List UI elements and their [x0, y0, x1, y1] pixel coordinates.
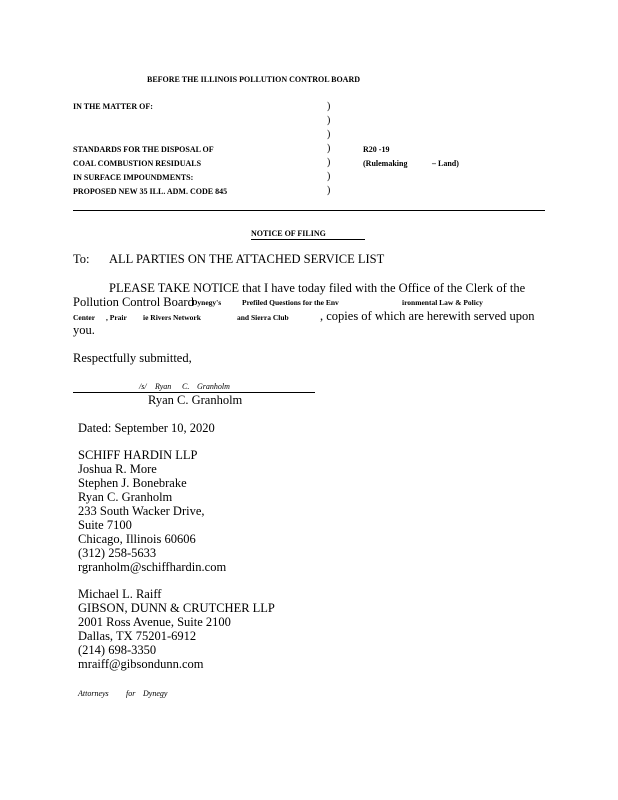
attorneys-client: Dynegy: [143, 689, 168, 698]
notice-line-4: you.: [73, 323, 95, 337]
firm-line: GIBSON, DUNN & CRUTCHER LLP: [78, 601, 275, 615]
notice-fragment: Dynegy's: [192, 298, 222, 307]
board-heading: BEFORE THE ILLINOIS POLLUTION CONTROL BOARD: [147, 75, 361, 84]
caption-line: IN SURFACE IMPOUNDMENTS:: [73, 173, 194, 182]
firm-line: 2001 Ross Avenue, Suite 2100: [78, 615, 231, 629]
firm-email[interactable]: rgranholm@schiffhardin.com: [78, 560, 227, 574]
caption-paren: ): [327, 185, 331, 196]
firm-line: Joshua R. More: [78, 462, 157, 476]
docket-type-end: – Land): [432, 159, 459, 168]
attorneys-for: for: [126, 689, 136, 698]
notice-fragment: and Sierra Club: [237, 313, 289, 322]
firm-line: Ryan C. Granholm: [78, 490, 173, 504]
signature-middle: C.: [182, 382, 190, 391]
caption-paren: ): [327, 129, 331, 140]
caption-paren: ): [327, 171, 331, 182]
in-the-matter-of: IN THE MATTER OF:: [73, 102, 153, 111]
firm-line: Dallas, TX 75201-6912: [78, 629, 197, 643]
signature-s-mark: /s/: [139, 382, 147, 391]
signature-last: Granholm: [197, 382, 230, 391]
caption-paren: ): [327, 143, 331, 154]
firm-line: Suite 7100: [78, 518, 132, 532]
to-value: ALL PARTIES ON THE ATTACHED SERVICE LIST: [109, 252, 385, 266]
notice-line-2-start: Pollution Control Board: [73, 295, 194, 309]
signature-first: Ryan: [155, 382, 172, 391]
notice-fragment: Prefiled Questions for the Env: [242, 298, 339, 307]
firm-line: 233 South Wacker Drive,: [78, 504, 205, 518]
firm-line: Chicago, Illinois 60606: [78, 532, 196, 546]
firm-line: (214) 698-3350: [78, 643, 157, 657]
docket-number: R20 -19: [363, 145, 390, 154]
notice-line-1: PLEASE TAKE NOTICE that I have today filed with the Office of the Clerk of the: [109, 281, 526, 295]
caption-line: PROPOSED NEW 35 ILL. ADM. CODE 845: [73, 187, 228, 196]
notice-title-underline: [251, 239, 365, 240]
to-label: To:: [73, 252, 90, 266]
firm-line: Stephen J. Bonebrake: [78, 476, 187, 490]
respectfully-submitted: Respectfully submitted,: [73, 351, 192, 365]
caption-paren: ): [327, 157, 331, 168]
docket-type: (Rulemaking: [363, 159, 408, 168]
notice-fragment: ie Rivers Network: [143, 313, 201, 322]
attorneys-label: Attorneys: [78, 689, 109, 698]
signature-printed-name: Ryan C. Granholm: [148, 393, 243, 407]
firm-name: SCHIFF HARDIN LLP: [78, 448, 198, 462]
firm-email[interactable]: mraiff@gibsondunn.com: [78, 657, 204, 671]
caption-line: STANDARDS FOR THE DISPOSAL OF: [73, 145, 214, 154]
notice-line-3-end: , copies of which are herewith served upon: [320, 309, 535, 323]
caption-line: COAL COMBUSTION RESIDUALS: [73, 159, 202, 168]
notice-fragment: Center: [73, 313, 96, 322]
caption-paren: ): [327, 115, 331, 126]
notice-fragment: , Prair: [106, 313, 127, 322]
notice-title: NOTICE OF FILING: [251, 229, 326, 238]
dated: Dated: September 10, 2020: [78, 421, 215, 435]
caption-rule: [73, 210, 545, 211]
notice-fragment: ironmental Law & Policy: [402, 298, 483, 307]
caption-paren: ): [327, 101, 331, 112]
firm-line: (312) 258-5633: [78, 546, 157, 560]
firm-line: Michael L. Raiff: [78, 587, 162, 601]
